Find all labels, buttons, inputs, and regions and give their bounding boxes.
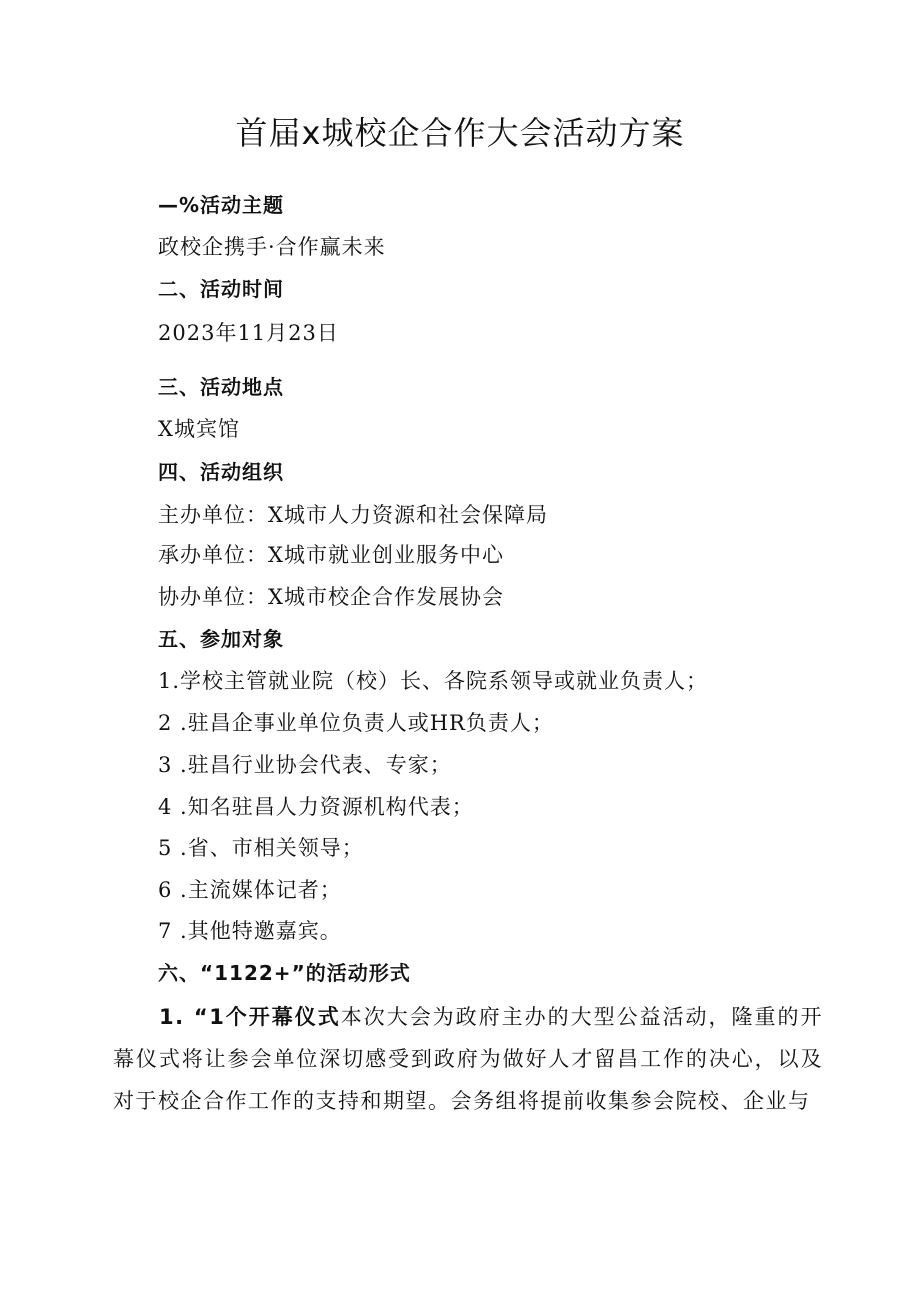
participant-item-3: 3 .驻昌行业协会代表、专家； — [158, 753, 452, 777]
section-theme-heading: —%活动主题 — [158, 193, 285, 217]
forms-item-1-text: 本次大会为政府主办的大型公益活动，隆重的开幕仪式将让参会单位深切感受到政府为做好人才留昌工作的决心，以及对于校企合作工作的支持和期望。会务组将提前收集参会院校、企业与 — [113, 1005, 823, 1113]
section-place-heading: 三、活动地点 — [158, 375, 284, 399]
organization-co-organizer: 协办单位：X城市校企合作发展协会 — [158, 585, 504, 609]
participant-item-7: 7 .其他特邀嘉宾。 — [158, 919, 342, 943]
section-time-heading: 二、活动时间 — [158, 277, 284, 301]
participant-item-5: 5 .省、市相关领导； — [158, 836, 364, 860]
section-forms-heading: 六、“1122+”的活动形式 — [158, 961, 411, 985]
participant-item-4: 4 .知名驻昌人力资源机构代表； — [158, 795, 474, 819]
participant-item-1: 1.学校主管就业院（校）长、各院系领导或就业负责人； — [158, 669, 709, 693]
organization-organizer: 承办单位：X城市就业创业服务中心 — [158, 543, 504, 567]
section-place-content: X城宾馆 — [158, 417, 240, 441]
document-title: 首届x城校企合作大会活动方案 — [235, 114, 685, 152]
section-organization-heading: 四、活动组织 — [158, 460, 284, 484]
forms-item-1-label: 1. “1个开幕仪式 — [159, 1005, 341, 1029]
organization-host: 主办单位：X城市人力资源和社会保障局 — [158, 503, 548, 527]
forms-item-1-paragraph — [113, 996, 823, 1122]
section-theme-content: 政校企携手·合作赢未来 — [158, 235, 386, 259]
participant-item-6: 6 .主流媒体记者； — [158, 878, 342, 902]
section-time-content: 2023年11月23日 — [158, 321, 339, 345]
section-participants-heading: 五、参加对象 — [158, 627, 284, 651]
participant-item-2: 2 .驻昌企事业单位负责人或HR负责人； — [158, 711, 554, 735]
